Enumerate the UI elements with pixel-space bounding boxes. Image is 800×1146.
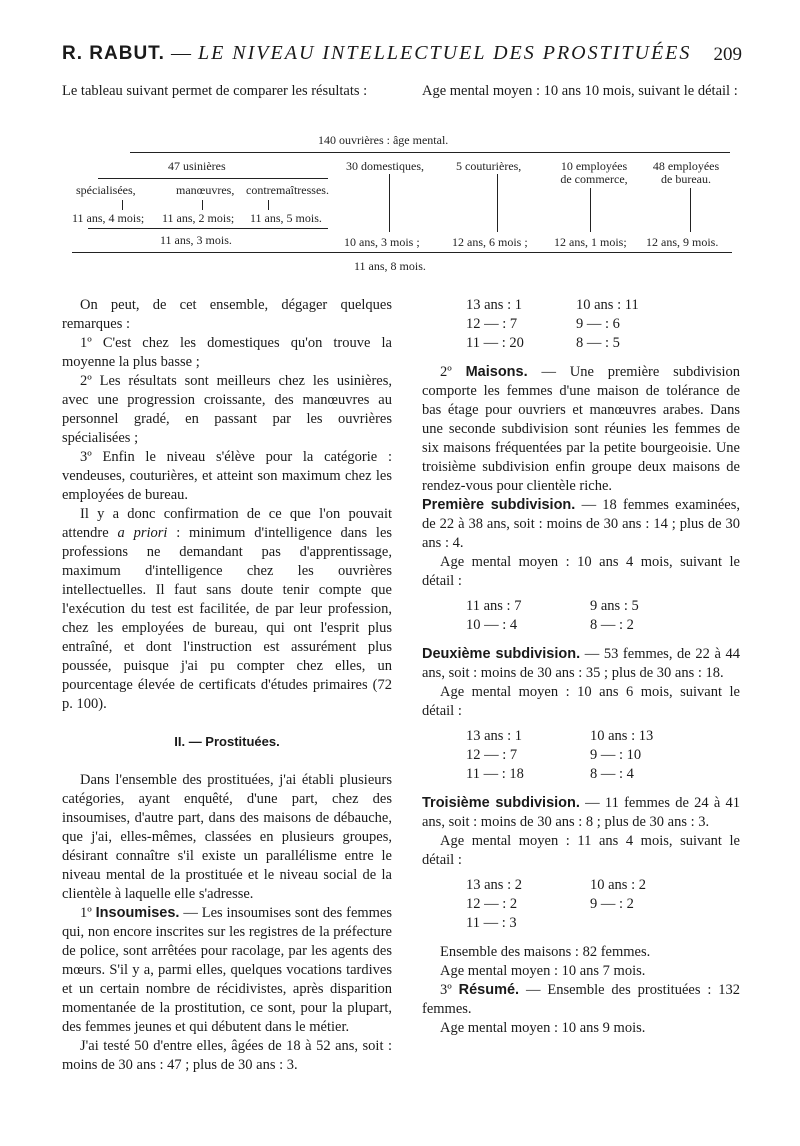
running-header xyxy=(62,42,742,65)
diagram-val-manoeuvres: 11 ans, 2 mois; xyxy=(162,211,235,225)
sub2-title: Deuxième subdivision. xyxy=(422,646,581,662)
section-title: II. — Prostituées. xyxy=(174,734,280,749)
table-row xyxy=(466,727,653,746)
table-row xyxy=(466,315,639,334)
header-dash: — xyxy=(170,42,192,64)
table-cell xyxy=(590,914,646,933)
table-cell: 10 ans : 2 xyxy=(590,877,646,893)
left-p7c: — Les insoumises sont des femmes qui, non encore inscrites sur les registres de la préfecture de police, sont arrêtées pour racolage, par les agents des mœurs. S'il y a, parmi elles, quelques vocations tardives et un certain nombre de récidivistes, après disparition momentanée de la prostitution, ce sont, pour la plupart, des femmes jeunes et qui débutent dans le métier. xyxy=(62,905,393,1035)
diagram-rule-usin-avg xyxy=(88,228,328,229)
left-p5a: Il y a donc confirmation de ce que l'on pouvait attendre xyxy=(62,506,392,541)
table-row xyxy=(466,746,653,765)
table-row xyxy=(466,616,639,635)
diagram-tick-3 xyxy=(268,200,269,210)
table-cell: 8 — : 2 xyxy=(590,617,634,633)
left-p7a: 1º xyxy=(80,905,92,921)
diagram-tick-1 xyxy=(122,200,123,210)
ensemble-age: Age mental moyen : 10 ans 7 mois. xyxy=(440,963,646,979)
sub1-title: Première subdivision. xyxy=(422,497,576,513)
diagram-dom-avg: 10 ans, 3 mois ; xyxy=(344,235,420,249)
left-p7 xyxy=(62,904,392,1037)
table-cell: 13 ans : 2 xyxy=(466,877,522,893)
table-row xyxy=(466,334,639,353)
sub3-age: Age mental moyen : 11 ans 4 mois, suivant le détail : xyxy=(422,833,740,868)
left-p7-bold: Insoumises. xyxy=(95,905,180,921)
table-cell: 9 — : 10 xyxy=(590,747,642,763)
diagram-val-contremaitresses: 11 ans, 5 mois. xyxy=(250,211,322,225)
table-cell: 13 ans : 1 xyxy=(466,728,522,744)
right-column xyxy=(422,296,740,1038)
ensemble-total: Ensemble des maisons : 82 femmes. xyxy=(440,944,651,960)
left-p5 xyxy=(62,505,392,714)
table-row xyxy=(466,895,646,914)
right-p1-bold: Maisons. xyxy=(465,364,528,380)
sub3-title: Troisième subdivision. xyxy=(422,795,580,811)
resume-para xyxy=(422,981,740,1019)
table-cell: 8 — : 5 xyxy=(576,335,620,351)
sub1-para xyxy=(422,496,740,553)
detail-table-sub2 xyxy=(466,727,653,784)
diagram-vline-comm xyxy=(590,188,591,232)
diagram-commerce-l2: de commerce, xyxy=(560,172,628,186)
table-cell: 13 ans : 1 xyxy=(466,297,522,313)
diagram-rule-bottom xyxy=(72,252,732,253)
left-column xyxy=(62,296,392,1075)
comparison-diagram xyxy=(60,128,740,278)
resume-age: Age mental moyen : 10 ans 9 mois. xyxy=(440,1020,646,1036)
diagram-commerce-l1: 10 employées xyxy=(560,159,628,173)
table-cell: 11 — : 18 xyxy=(466,766,524,782)
table-cell: 10 — : 4 xyxy=(466,617,518,633)
diagram-sub-manoeuvres: manœuvres, xyxy=(176,183,235,197)
left-p8: J'ai testé 50 d'entre elles, âgées de 18 à 52 ans, soit : moins de 30 ans : 47 ; plus de 30 ans : 3. xyxy=(62,1038,392,1073)
page-number: 209 xyxy=(713,44,742,65)
right-p1 xyxy=(422,363,740,496)
table-cell: 10 ans : 13 xyxy=(590,728,654,744)
diagram-top-label: 140 ouvrières : âge mental. xyxy=(318,133,449,147)
sub2-text: — 53 femmes, de 22 à 44 ans, soit : moins de 30 ans : 35 ; plus de 30 ans : 18. xyxy=(422,646,740,681)
intro-right: Age mental moyen : 10 ans 10 mois, suivant le détail : xyxy=(422,83,738,99)
diagram-tick-2 xyxy=(202,200,203,210)
diagram-comm-avg: 12 ans, 1 mois; xyxy=(554,235,627,249)
table-cell: 9 — : 2 xyxy=(590,896,634,912)
table-cell: 11 — : 3 xyxy=(466,915,517,931)
diagram-vline-bur xyxy=(690,188,691,232)
diagram-bureau-l2: de bureau. xyxy=(661,172,711,186)
diagram-vline-dom xyxy=(389,174,390,232)
diagram-val-specialisees: 11 ans, 4 mois; xyxy=(72,211,145,225)
sub2-age: Age mental moyen : 10 ans 6 mois, suivant le détail : xyxy=(422,684,740,719)
sub2-para xyxy=(422,645,740,683)
table-cell: 12 — : 7 xyxy=(466,747,518,763)
table-row xyxy=(466,765,653,784)
left-p5c: : minimum d'intelligence dans les professions ne demandant pas d'apprentissage, maximum d'intelligence chez les ouvrières intellectuelles. Il faut sans doute tenir compte que l'exécution du test est facilitée, de par leur profession, chez les employées de bureau, qui ont l'esprit plus entraîné, et dont l'instruction est assurément plus poussée, puisque j'ai pu compter chez elles, un pourcentage élevée de certificats d'études primaires (72 p. 100). xyxy=(62,525,393,712)
diagram-sub-contremaitresses: contremaîtresses. xyxy=(246,183,329,197)
detail-table-sub1 xyxy=(466,597,639,635)
table-cell: 8 — : 4 xyxy=(590,766,634,782)
left-p3: 2º Les résultats sont meilleurs chez les usinières, avec une progression croissante, des manœuvres au personnel gradé, en passant par les ouvrières spécialisées ; xyxy=(62,373,392,446)
diagram-overall: 11 ans, 8 mois. xyxy=(354,259,426,273)
table-cell: 11 ans : 7 xyxy=(466,598,522,614)
table-cell: 9 ans : 5 xyxy=(590,598,639,614)
left-p6: Dans l'ensemble des prostituées, j'ai établi plusieurs catégories, ayant enquêté, d'une part, chez des insoumises, d'autre part, dans des maisons de débauche, que j'ai, elles-mêmes, classées en plusieurs groupes, désirant connaître s'il existe un parallélisme entre le niveau mental de la prostituée et le niveau social de la clientèle à laquelle elle s'adresse. xyxy=(62,772,392,902)
right-p1c: — Une première subdivision comporte les femmes d'une maison de tolérance de bas étage pour ouvriers et manœuvres arabes. Dans une seconde subdivision sont réunies les femmes de six maisons fréquentées par la petite bourgeoisie. Une troisième subdivision enfin groupe deux maisons de rendez-vous pour clientèle riche. xyxy=(422,364,740,494)
sub1-text: — 18 femmes examinées, de 22 à 38 ans, soit : moins de 30 ans : 14 ; plus de 30 ans : 4. xyxy=(422,497,741,551)
table-row xyxy=(466,914,646,933)
resume-text: — Ensemble des prostituées : 132 femmes. xyxy=(422,982,741,1017)
diagram-rule-usin xyxy=(98,178,328,179)
table-cell: 12 — : 7 xyxy=(466,316,518,332)
header-author: R. RABUT. xyxy=(62,43,165,64)
detail-table-sub3 xyxy=(466,876,646,933)
diagram-usinieres: 47 usinières xyxy=(168,159,226,173)
diagram-rule-top xyxy=(130,152,730,153)
left-p5-italic: a priori xyxy=(117,525,168,541)
left-p4: 3º Enfin le niveau s'élève pour la catégorie : vendeuses, couturières, et atteint son maximum chez les employées de bureau. xyxy=(62,449,392,503)
table-row xyxy=(466,597,639,616)
diagram-bur-avg: 12 ans, 9 mois. xyxy=(646,235,719,249)
sub3-para xyxy=(422,794,740,832)
diagram-domestiques: 30 domestiques, xyxy=(346,159,424,173)
diagram-sub-specialisees: spécialisées, xyxy=(76,183,136,197)
table-row xyxy=(466,296,639,315)
left-p1: On peut, de cet ensemble, dégager quelques remarques : xyxy=(62,297,392,332)
resume-num: 3º xyxy=(440,982,452,998)
resume-title: Résumé. xyxy=(458,982,520,998)
sub3-text: — 11 femmes de 24 à 41 ans, soit : moins de 30 ans : 8 ; plus de 30 ans : 3. xyxy=(422,795,741,830)
left-p2: 1º C'est chez les domestiques qu'on trouve la moyenne la plus basse ; xyxy=(62,335,392,370)
diagram-cout-avg: 12 ans, 6 mois ; xyxy=(452,235,528,249)
sub1-age: Age mental moyen : 10 ans 4 mois, suivant le détail : xyxy=(422,554,740,589)
right-p1a: 2º xyxy=(440,364,452,380)
diagram-usin-avg: 11 ans, 3 mois. xyxy=(160,233,232,247)
detail-table-insoumises xyxy=(466,296,639,353)
table-cell: 9 — : 6 xyxy=(576,316,620,332)
table-row xyxy=(466,876,646,895)
diagram-bureau-l1: 48 employées xyxy=(652,159,720,173)
table-cell: 10 ans : 11 xyxy=(576,297,639,313)
diagram-vline-cout xyxy=(497,174,498,232)
table-cell: 11 — : 20 xyxy=(466,335,524,351)
diagram-couturieres: 5 couturières, xyxy=(456,159,522,173)
intro-left: Le tableau suivant permet de comparer les résultats : xyxy=(62,83,368,99)
header-title: LE NIVEAU INTELLECTUEL DES PROSTITUÉES xyxy=(197,42,692,64)
table-cell: 12 — : 2 xyxy=(466,896,518,912)
